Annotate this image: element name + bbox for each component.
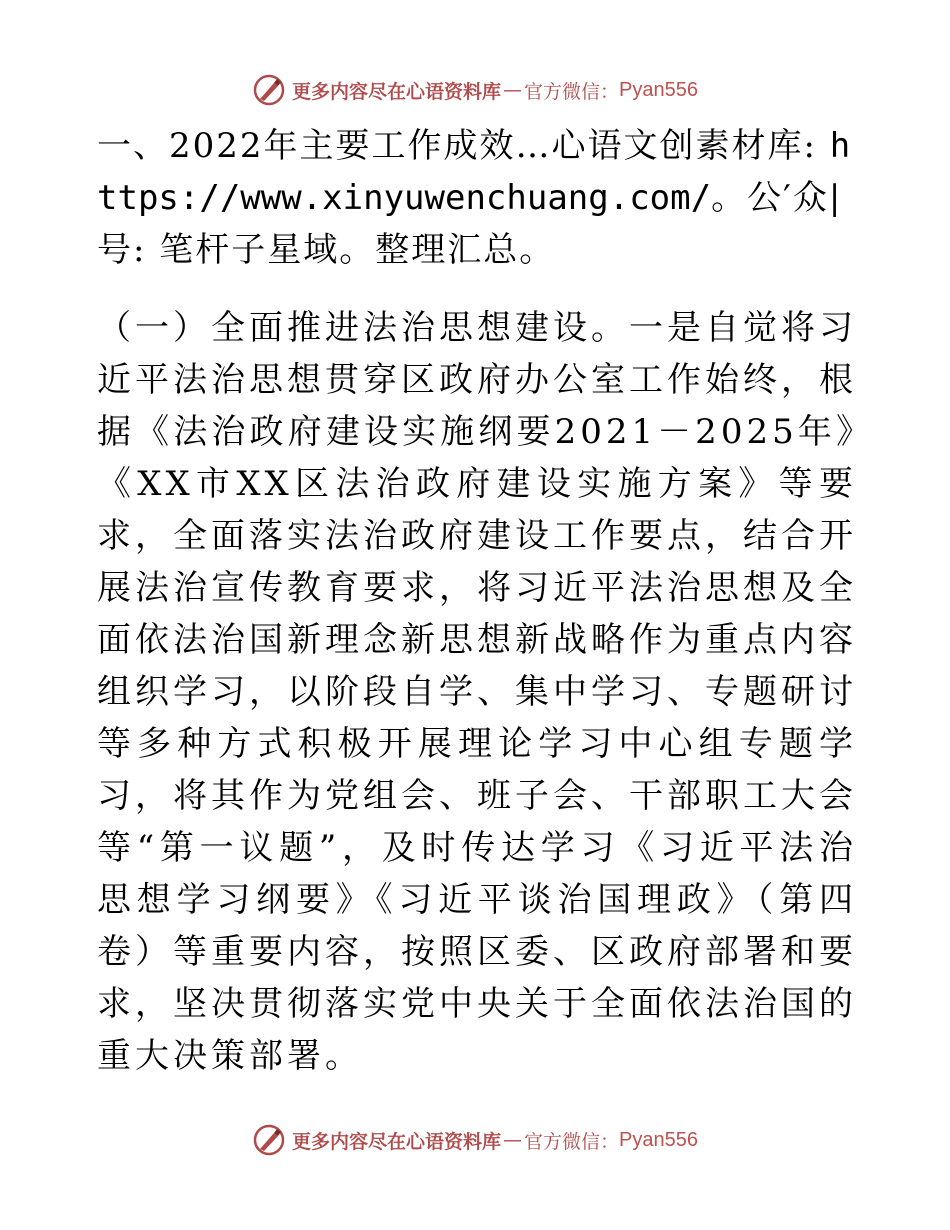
document-body (97, 120, 857, 1082)
pen-logo-icon (252, 1123, 286, 1157)
banner-wechat-id: Pyan556 (619, 78, 698, 101)
banner-wechat-label: 官方微信： (524, 1130, 620, 1153)
banner-separator: — (503, 1129, 523, 1151)
source-url-text: https://www.xinyuwenchuang.com/ (97, 126, 851, 218)
pen-logo-icon (252, 73, 286, 107)
header-watermark-banner (0, 70, 950, 110)
section-heading-suffix: 。公′众|号: 笔杆子星域。整理汇总。 (97, 178, 843, 270)
footer-watermark-banner (0, 1120, 950, 1160)
section-heading-text: 一、2022年主要工作成效…心语文创素材库: (97, 126, 830, 166)
banner-brand-text: 更多内容尽在心语资料库 (292, 80, 502, 103)
banner-brand-text: 更多内容尽在心语资料库 (292, 1130, 502, 1153)
banner-wechat-label: 官方微信： (524, 80, 620, 103)
subsection-paragraph: （一）全面推进法治思想建设。一是自觉将习近平法治思想贯穿区政府办公室工作始终，根据《法治政府建设实施纲要2021－2025年》《XX市XX区法治政府建设实施方案》等要求，全面落实法治政府建设工作要点，结合开展法治宣传教育要求，将习近平法治思想及全面依法治国新理念新思想新战略作为重点内容组织学习，以阶段自学、集中学习、专题研讨等多种方式积极开展理论学习中心组专题学习，将其作为党组会、班子会、干部职工大会等“第一议题”，及时传达学习《习近平法治思想学习纲要》《习近平谈治国理政》（第四卷）等重要内容，按照区委、区政府部署和要求，坚决贯彻落实党中央关于全面依法治国的重大决策部署。 (97, 308, 857, 1076)
section-heading (97, 120, 857, 276)
banner-separator: — (503, 79, 523, 101)
banner-wechat-id: Pyan556 (619, 1128, 698, 1151)
